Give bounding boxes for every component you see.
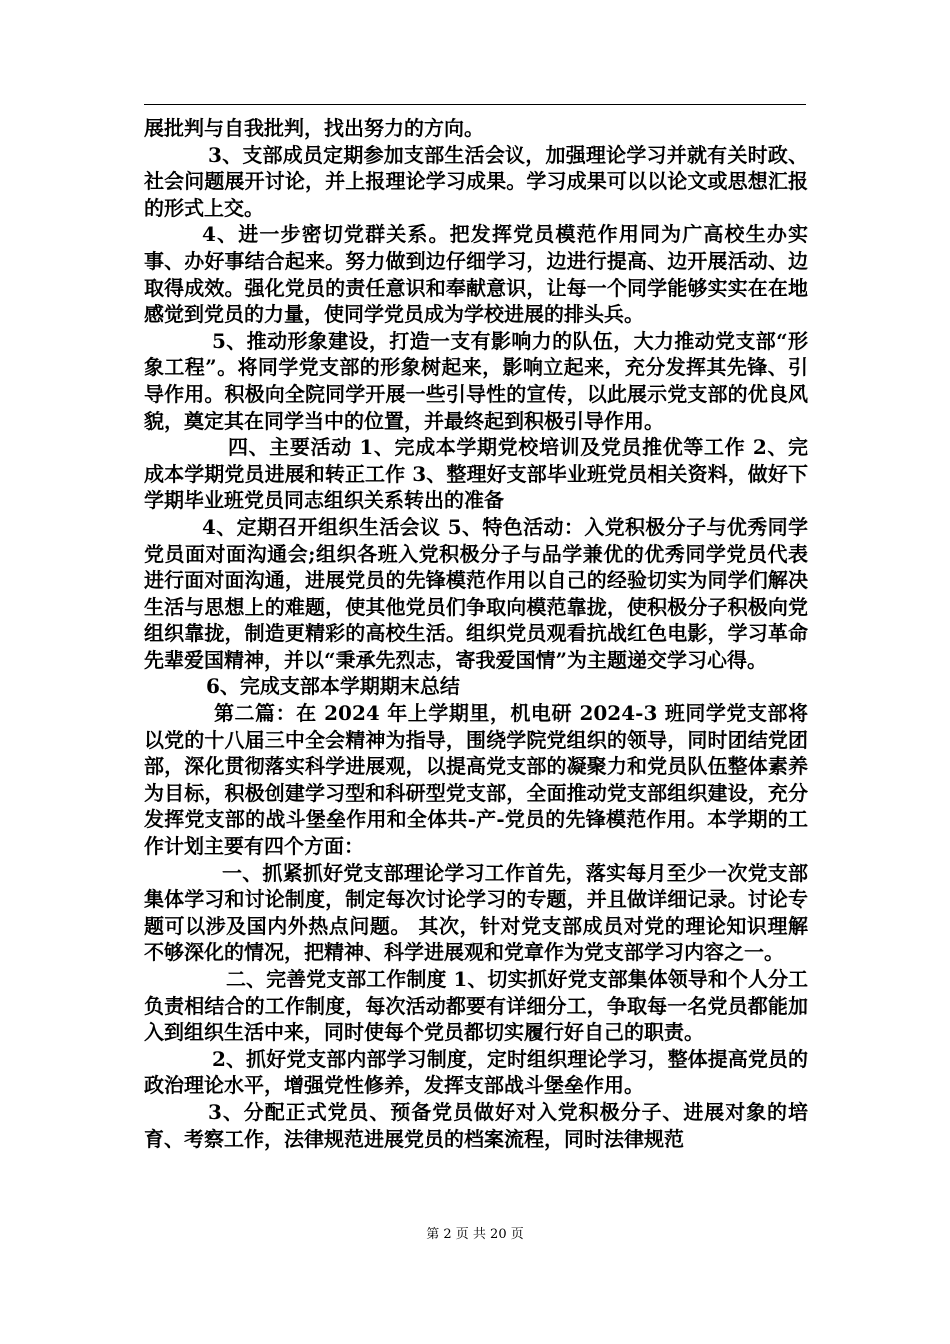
paragraph-8: 第二篇：在 2024 年上学期里，机电研 2024-3 班同学党支部将以党的十八届三中全会精神为指导，围绕学院党组织的领导，同时团结党团部，深化贯彻落实科学进展观，以提高党支部的凝聚力和党员队伍整体素养为目标，积极创建学习型和科研型党支部，全面推动党支部组织建设，充分发挥党支部的战斗堡垒作用和全体共-产-党员的先锋模范作用。本学期的工作计划主要有四个方面： xyxy=(144,701,808,859)
paragraph-7: 6、完成支部本学期期末总结 xyxy=(206,674,460,699)
paragraph-3: 4、进一步密切党群关系。把发挥党员模范作用同为广高校生办实事、办好事结合起来。努力做到边仔细学习，边进行提高、边开展活动、边取得成效。强化党员的责任意识和奉献意识，让每一个同学能够实实在在地感觉到党员的力量，使同学党员成为学校进展的排头兵。 xyxy=(144,222,808,327)
paragraph-5: 四、主要活动 1、完成本学期党校培训及党员推优等工作 2、完成本学期党员进展和转正工作 3、整理好支部毕业班党员相关资料，做好下学期毕业班党员同志组织关系转出的准备 xyxy=(144,435,808,513)
paragraph-1: 展批判与自我批判，找出努力的方向。 xyxy=(144,116,484,140)
paragraph-10: 二、完善党支部工作制度 1、切实抓好党支部集体领导和个人分工负责相结合的工作制度，每次活动都要有详细分工，争取每一名党员都能加入到组织生活中来，同时使每个党员都切实履行好自己的职责。 xyxy=(144,967,808,1045)
paragraph-11: 2、抓好党支部内部学习制度，定时组织理论学习，整体提高党员的政治理论水平，增强党性修养，发挥支部战斗堡垒作用。 xyxy=(144,1046,808,1098)
document-body xyxy=(144,115,808,1152)
paragraph-9: 一、抓紧抓好党支部理论学习工作首先，落实每月至少一次党支部集体学习和讨论制度，制定每次讨论学习的专题，并且做详细记录。讨论专题可以涉及国内外热点问题。 其次，针对党支部成员对党的理论知识理解不够深化的情况，把精神、科学进展观和党章作为党支部学习内容之一。 xyxy=(144,860,808,965)
page-number-footer: 第 2 页 共 20 页 xyxy=(426,1227,524,1242)
paragraph-12: 3、分配正式党员、预备党员做好对入党积极分子、进展对象的培育、考察工作，法律规范进展党员的档案流程，同时法律规范 xyxy=(144,1099,808,1151)
paragraph-2: 3、支部成员定期参加支部生活会议，加强理论学习并就有关时政、社会问题展开讨论，并上报理论学习成果。学习成果可以以论文或思想汇报的形式上交。 xyxy=(144,142,808,220)
paragraph-4: 5、推动形象建设，打造一支有影响力的队伍，大力推动党支部“形象工程”。将同学党支部的形象树起来，影响立起来，充分发挥其先锋、引导作用。积极向全院同学开展一些引导性的宣传，以此展示党支部的优良风貌，奠定其在同学当中的位置，并最终起到积极引导作用。 xyxy=(144,328,808,433)
paragraph-6: 4、定期召开组织生活会议 5、特色活动：入党积极分子与优秀同学党员面对面沟通会;组织各班入党积极分子与品学兼优的优秀同学党员代表进行面对面沟通，进展党员的先锋模范作用以自己的经验切实为同学们解决生活与思想上的难题，使其他党员们争取向模范靠拢，使积极分子积极向党组织靠拢，制造更精彩的高校生活。组织党员观看抗战红色电影，学习革命先辈爱国精神，并以“秉承先烈志，寄我爱国情”为主题递交学习心得。 xyxy=(144,514,808,672)
header-rule xyxy=(144,104,806,105)
